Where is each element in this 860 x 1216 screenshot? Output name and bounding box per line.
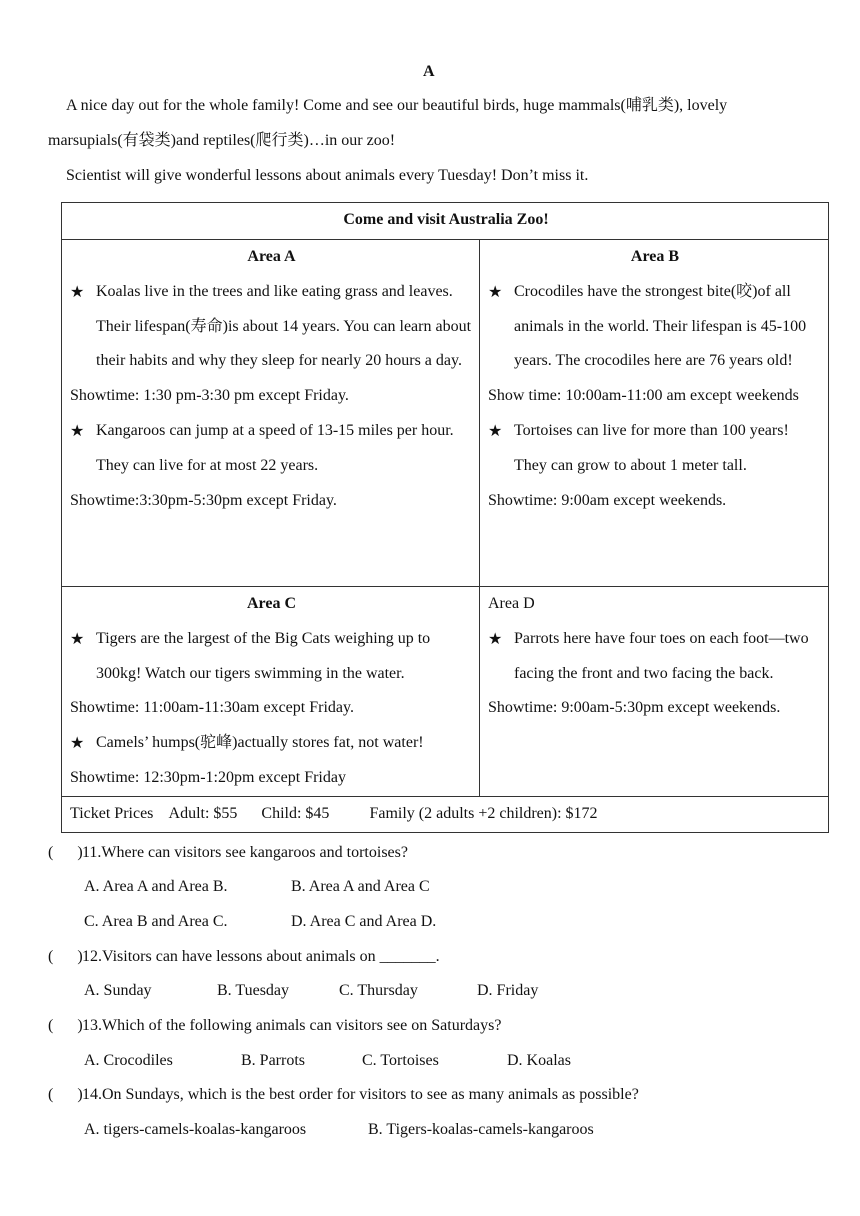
area-c-camels (70, 726, 473, 761)
area-b-tortoises (488, 414, 822, 484)
camels-text: Camels’ humps(驼峰)actually stores fat, not water! (96, 734, 424, 752)
adult-price: Adult: $55 (168, 804, 238, 822)
ticket-prices-label: Ticket Prices (70, 804, 154, 822)
q11-option-b[interactable]: B. Area A and Area C (291, 878, 430, 895)
q14-option-b[interactable]: B. Tigers-koalas-camels-kangaroos (368, 1121, 594, 1138)
answer-blank[interactable]: ( ) (48, 948, 83, 965)
zoo-info-table (61, 202, 829, 833)
q12-option-c[interactable]: C. Thursday (339, 982, 418, 999)
crocodiles-text: Crocodiles have the strongest bite(咬)of all animals in the world. Their lifespan is 45-100 years. The crocodiles here are 76 years old! (514, 282, 807, 370)
koalas-showtime: Showtime: 1:30 pm-3:30 pm except Friday. (70, 387, 349, 405)
crocodiles-showtime: Show time: 10:00am-11:00 am except weekends (488, 387, 799, 405)
family-price: Family (2 adults +2 children): $172 (369, 804, 598, 822)
area-b-crocodiles (488, 275, 822, 379)
kangaroos-showtime: Showtime:3:30pm-5:30pm except Friday. (70, 491, 337, 509)
camels-showtime: Showtime: 12:30pm-1:20pm except Friday (70, 768, 346, 786)
tigers-text: Tigers are the largest of the Big Cats weighing up to 300kg! Watch our tigers swimming in the water. (96, 629, 431, 682)
question-11-stem: 11.Where can visitors see kangaroos and tortoises? (82, 844, 408, 861)
star-icon: ★ (70, 733, 85, 753)
area-a-kangaroos (70, 414, 473, 484)
q12-option-b[interactable]: B. Tuesday (217, 982, 290, 999)
koalas-text: Koalas live in the trees and like eating grass and leaves. Their lifespan(寿命)is about 14 years. You can learn about their habits and why they sleep for nearly 20 hours a day. (96, 282, 472, 370)
tigers-showtime: Showtime: 11:00am-11:30am except Friday. (70, 699, 354, 717)
star-icon: ★ (488, 281, 503, 301)
section-heading: A (423, 63, 435, 80)
kangaroos-text: Kangaroos can jump at a speed of 13-15 miles per hour. They can live for at most 22 years. (96, 421, 454, 474)
question-13-stem: 13.Which of the following animals can visitors see on Saturdays? (82, 1017, 502, 1034)
q13-option-a[interactable]: A. Crocodiles (84, 1052, 173, 1069)
area-b-cell (480, 240, 829, 587)
parrots-text: Parrots here have four toes on each foot—two facing the front and two facing the back. (514, 629, 809, 682)
q13-option-c[interactable]: C. Tortoises (362, 1052, 439, 1069)
area-c-cell (62, 587, 480, 797)
star-icon: ★ (488, 420, 503, 440)
star-icon: ★ (70, 281, 85, 301)
q11-option-c[interactable]: C. Area B and Area C. (84, 913, 228, 930)
q14-option-a[interactable]: A. tigers-camels-koalas-kangaroos (84, 1121, 307, 1138)
intro-line-1: A nice day out for the whole family! Come and see our beautiful birds, huge mammals(哺乳类), lovely (66, 97, 728, 114)
answer-blank[interactable]: ( ) (48, 844, 83, 861)
star-icon: ★ (70, 628, 85, 648)
q11-option-d[interactable]: D. Area C and Area D. (291, 913, 437, 930)
table-title: Come and visit Australia Zoo! (62, 203, 829, 240)
tortoises-text: Tortoises can live for more than 100 years! They can grow to about 1 meter tall. (514, 421, 789, 474)
question-14-stem: 14.On Sundays, which is the best order for visitors to see as many animals as possible? (82, 1086, 639, 1103)
q13-option-b[interactable]: B. Parrots (241, 1052, 305, 1069)
area-d-title: Area D (488, 595, 535, 612)
intro-line-3: Scientist will give wonderful lessons about animals every Tuesday! Don’t miss it. (66, 167, 589, 184)
area-a-koalas (70, 275, 473, 379)
q12-option-a[interactable]: A. Sunday (84, 982, 152, 999)
area-a-title: Area A (247, 248, 296, 265)
child-price: Child: $45 (261, 804, 330, 822)
area-d-cell (480, 587, 829, 797)
tortoises-showtime: Showtime: 9:00am except weekends. (488, 491, 727, 509)
answer-blank[interactable]: ( ) (48, 1086, 83, 1103)
ticket-prices-row (62, 796, 829, 832)
answer-blank[interactable]: ( ) (48, 1017, 83, 1034)
q11-option-a[interactable]: A. Area A and Area B. (84, 878, 228, 895)
area-c-tigers (70, 622, 473, 692)
area-b-title: Area B (630, 248, 680, 265)
q13-option-d[interactable]: D. Koalas (507, 1052, 571, 1069)
question-12-stem: 12.Visitors can have lessons about animals on _______. (82, 948, 440, 965)
star-icon: ★ (70, 420, 85, 440)
intro-line-2: marsupials(有袋类)and reptiles(爬行类)…in our zoo! (48, 132, 396, 149)
q12-option-d[interactable]: D. Friday (477, 982, 539, 999)
area-a-cell (62, 240, 480, 587)
star-icon: ★ (488, 628, 503, 648)
area-d-parrots (488, 622, 822, 692)
parrots-showtime: Showtime: 9:00am-5:30pm except weekends. (488, 699, 781, 717)
area-c-title: Area C (246, 595, 297, 612)
